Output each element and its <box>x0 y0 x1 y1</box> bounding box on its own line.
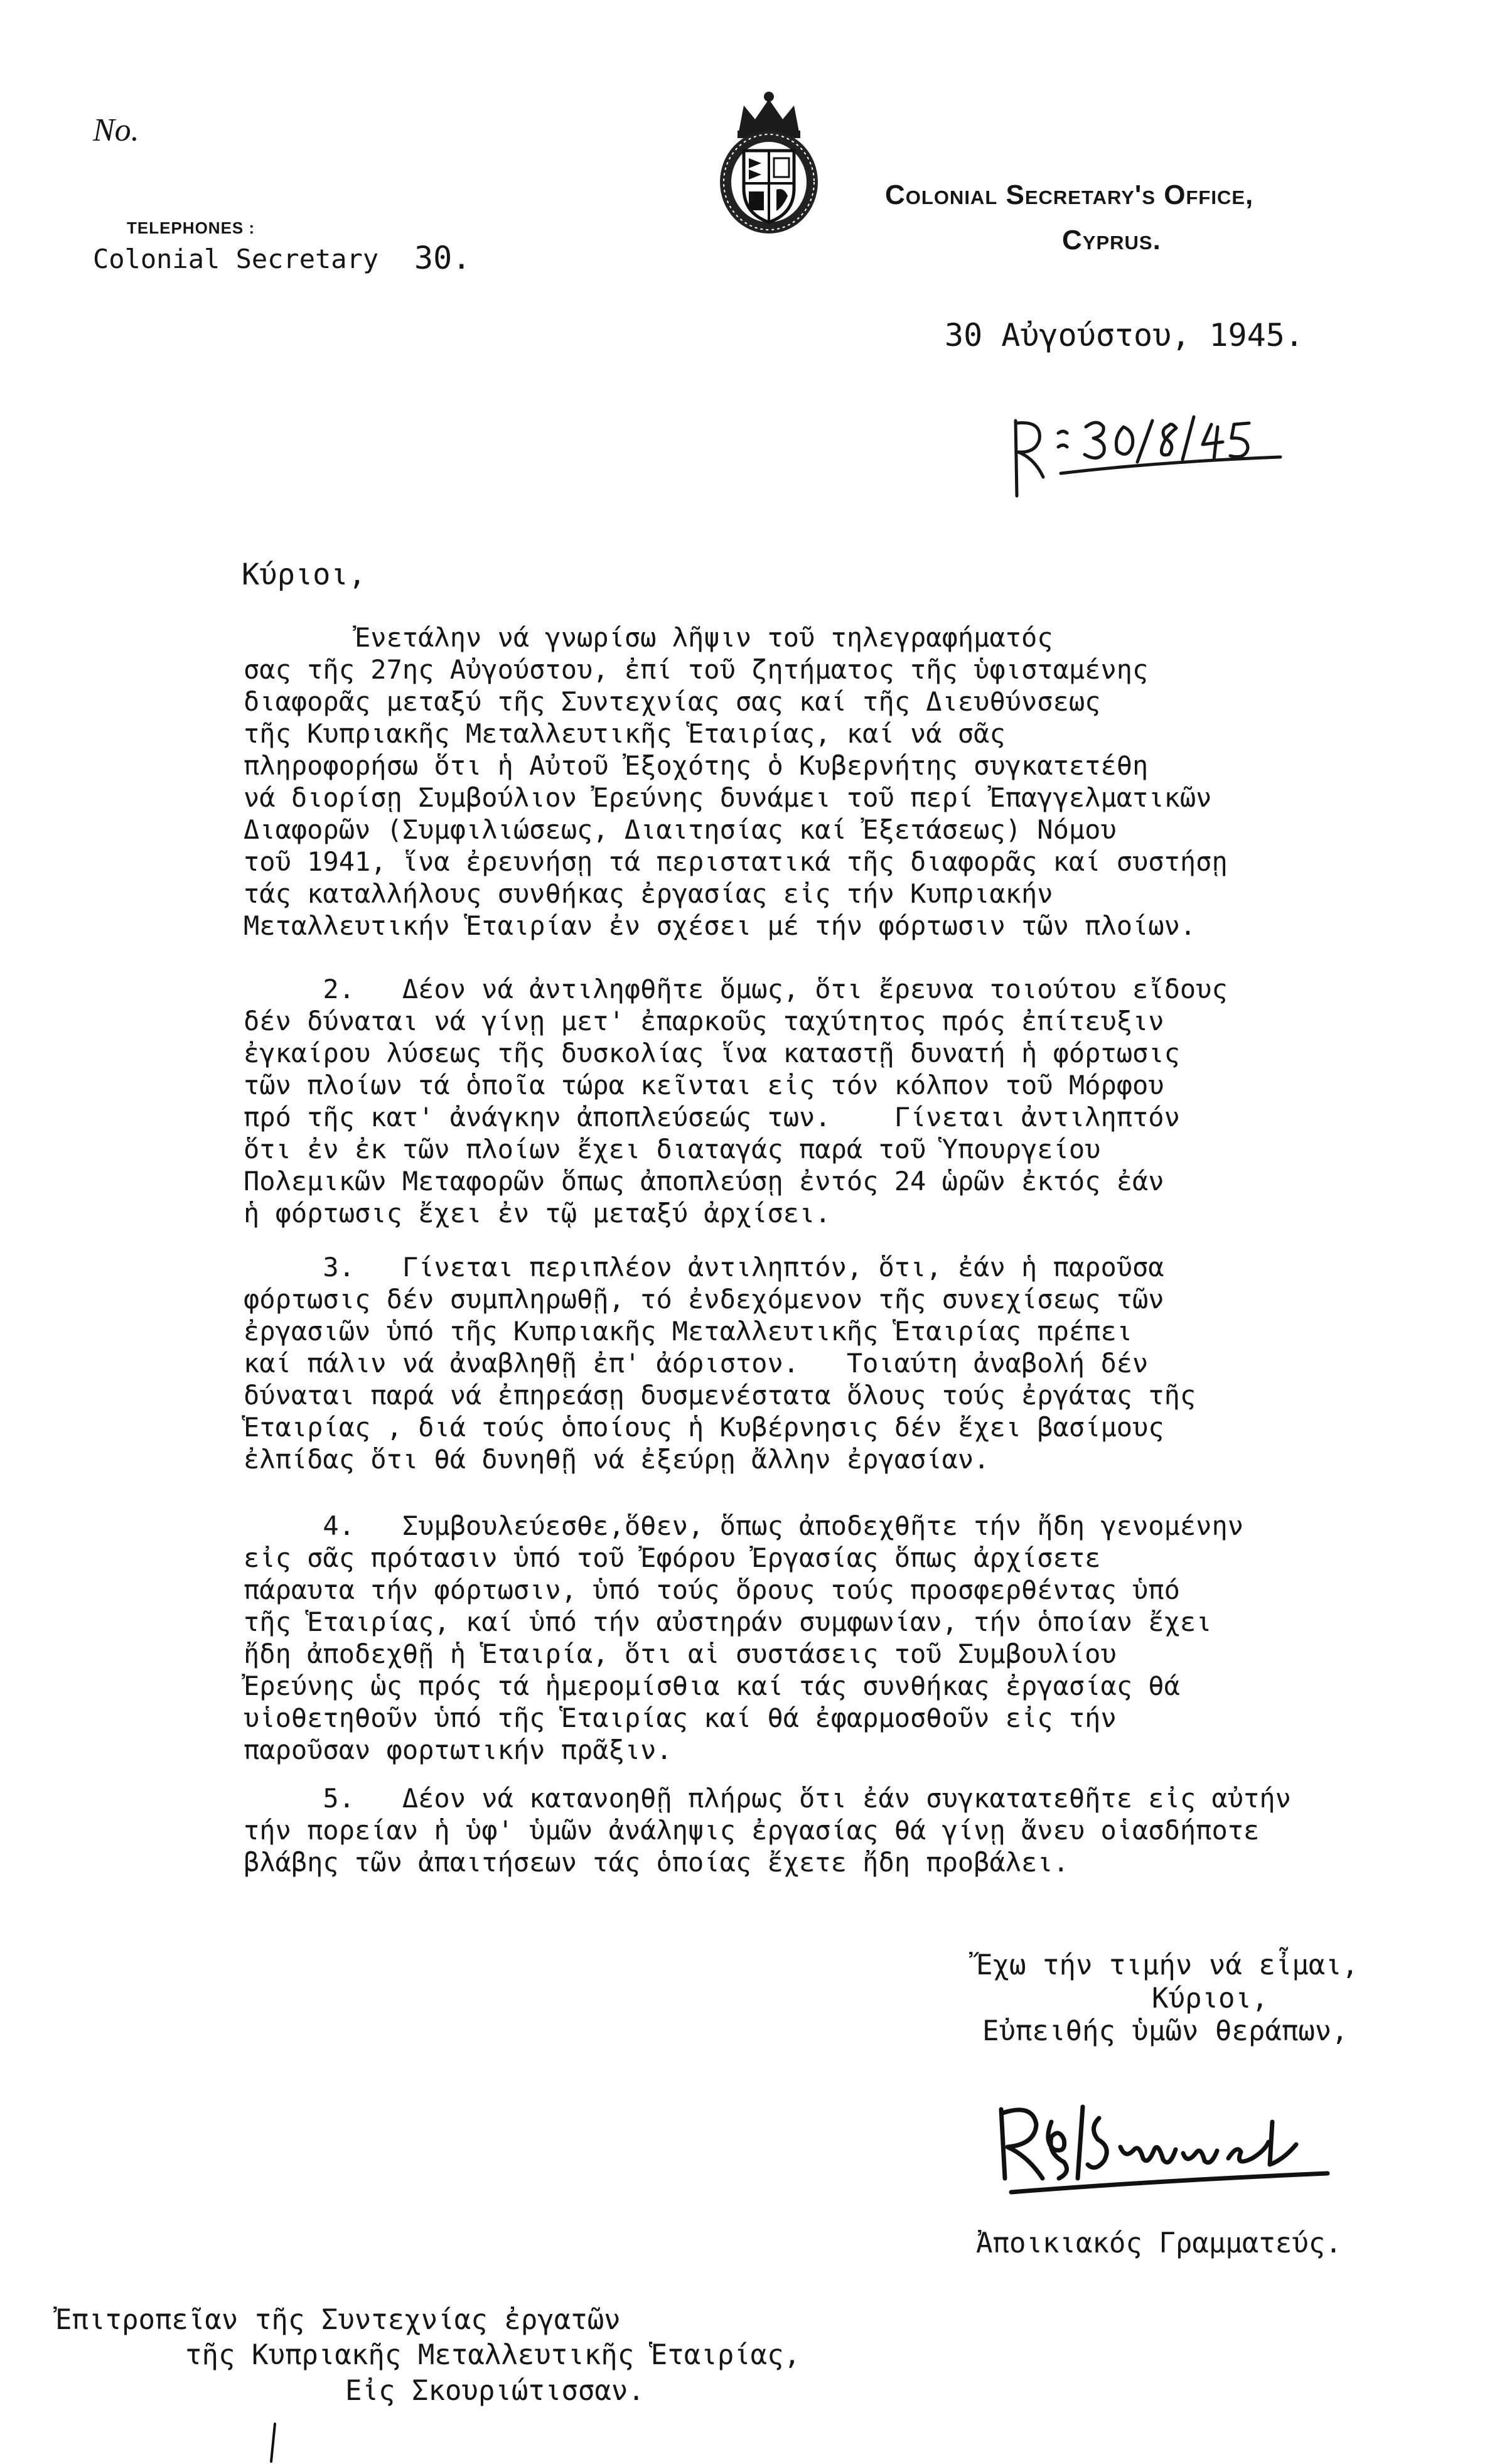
handwritten-signature <box>989 2084 1353 2222</box>
paragraph-line: Ἑταιρίας , διά τούς ὁποίους ἡ Κυβέρνησις δέν ἔχει βασίμους <box>244 1412 1164 1443</box>
telephones-label: TELEPHONES : <box>127 218 255 237</box>
paragraph-4 <box>244 1510 1424 1766</box>
closing-line-3: Εὐπειθής ὑμῶν θεράπων, <box>982 2015 1348 2047</box>
telephone-number: 30. <box>414 240 471 276</box>
royal-coat-of-arms-icon <box>700 88 838 239</box>
signer-title: Ἀποικιακός Γραμματεύς. <box>976 2227 1342 2259</box>
paragraph-line: διαφορᾶς μεταξύ τῆς Συντεχνίας σας καί τῆς Διευθύνσεως <box>244 686 1101 717</box>
paragraph-line: 2. Δέον νά ἀντιληφθῆτε ὅμως, ὅτι ἔρευνα τοιούτου εἴδους <box>244 974 1228 1004</box>
office-place: Cyprus. <box>1062 225 1161 256</box>
paragraph-line: Μεταλλευτικήν Ἑταιρίαν ἐν σχέσει μέ τήν φόρτωσιν τῶν πλοίων. <box>244 910 1196 941</box>
telephone-name: Colonial Secretary <box>93 244 379 274</box>
paragraph-line: τοῦ 1941, ἵνα ἐρευνήσῃ τά περιστατικά τῆς διαφορᾶς καί συστήσῃ <box>244 846 1228 877</box>
paragraph-line: Ἐνετάλην νά γνωρίσω λῆψιν τοῦ τηλεγραφήματός <box>244 622 1053 653</box>
paragraph-line: παροῦσαν φορτωτικήν πρᾶξιν. <box>244 1735 672 1765</box>
paragraph-line: βλάβης τῶν ἀπαιτήσεων τάς ὁποίας ἔχετε ἤδη προβάλει. <box>244 1847 1069 1878</box>
paragraph-line: τῶν πλοίων τά ὁποῖα τώρα κεῖνται εἰς τόν κόλπον τοῦ Μόρφου <box>244 1070 1164 1100</box>
office-title: Colonial Secretary's Office, <box>885 180 1254 210</box>
paragraph-2 <box>244 973 1424 1229</box>
paragraph-line: τάς καταλλήλους συνθήκας ἐργασίας εἰς τήν Κυπριακήν <box>244 878 1053 909</box>
paragraph-line: 3. Γίνεται περιπλέον ἀντιληπτόν, ὅτι, ἐάν ἡ παροῦσα <box>244 1252 1164 1283</box>
paragraph-line: ἡ φόρτωσις ἔχει ἐν τῷ μεταξύ ἀρχίσει. <box>244 1198 831 1229</box>
paragraph-line: δέν δύναται νά γίνῃ μετ' ἐπαρκοῦς ταχύτητος πρός ἐπίτευξιν <box>244 1006 1164 1036</box>
pen-mark <box>264 2420 282 2464</box>
recipient-line-1: Ἐπιτροπεῖαν τῆς Συντεχνίας ἐργατῶν <box>55 2304 621 2336</box>
paragraph-line: εἰς σᾶς πρότασιν ὑπό τοῦ Ἐφόρου Ἐργασίας ὅπως ἀρχίσετε <box>244 1542 1101 1573</box>
recipient-line-3: Εἰς Σκουριώτισσαν. <box>345 2375 645 2407</box>
paragraph-line: υἱοθετηθοῦν ὑπό τῆς Ἑταιρίας καί θά ἐφαρμοσθοῦν εἰς τήν <box>244 1703 1117 1733</box>
recipient-line-2: τῆς Κυπριακῆς Μεταλλευτικῆς Ἑταιρίας, <box>185 2339 801 2371</box>
paragraph-3 <box>244 1251 1424 1475</box>
paragraph-line: ὅτι ἐν ἐκ τῶν πλοίων ἔχει διαταγάς παρά τοῦ Ὑπουργείου <box>244 1134 1101 1165</box>
closing-line-2: Κύριοι, <box>1152 1982 1269 2015</box>
paragraph-line: ἐλπίδας ὅτι θά δυνηθῇ νά ἐξεύρῃ ἄλλην ἐργασίαν. <box>244 1444 990 1475</box>
paragraph-5 <box>244 1782 1424 1878</box>
document-number-label: No. <box>93 112 139 148</box>
paragraph-line: τῆς Ἑταιρίας, καί ὑπό τήν αὐστηράν συμφωνίαν, τήν ὁποίαν ἔχει <box>244 1606 1212 1637</box>
paragraph-line: Πολεμικῶν Μεταφορῶν ὅπως ἀποπλεύσῃ ἐντός 24 ὡρῶν ἐκτός ἐάν <box>244 1166 1164 1197</box>
paragraph-line: πάραυτα τήν φόρτωσιν, ὑπό τούς ὅρους τούς προσφερθέντας ὑπό <box>244 1574 1180 1605</box>
paragraph-line: νά διορίσῃ Συμβούλιον Ἐρεύνης δυνάμει τοῦ περί Ἐπαγγελματικῶν <box>244 782 1212 813</box>
paragraph-line: 4. Συμβουλεύεσθε,ὅθεν, ὅπως ἀποδεχθῆτε τήν ἤδη γενομένην <box>244 1510 1244 1541</box>
paragraph-line: ἤδη ἀποδεχθῇ ἡ Ἑταιρία, ὅτι αἱ συστάσεις τοῦ Συμβουλίου <box>244 1638 1117 1669</box>
salutation: Κύριοι, <box>242 557 367 592</box>
paragraph-line: 5. Δέον νά κατανοηθῇ πλήρως ὅτι ἐάν συγκατατεθῆτε εἰς αὐτήν <box>244 1783 1291 1814</box>
paragraph-line: πληροφορήσω ὅτι ἡ Αὐτοῦ Ἐξοχότης ὁ Κυβερνήτης συγκατετέθη <box>244 750 1149 781</box>
paragraph-line: Ἐρεύνης ὡς πρός τά ἡμερομίσθια καί τάς συνθήκας ἐργασίας θά <box>244 1670 1180 1701</box>
paragraph-line: πρό τῆς κατ' ἀνάγκην ἀποπλεύσεώς των. Γίνεται ἀντιληπτόν <box>244 1102 1180 1132</box>
paragraph-line: Διαφορῶν (Συμφιλιώσεως, Διαιτησίας καί Ἐξετάσεως) Νόμου <box>244 814 1117 845</box>
paragraph-line: φόρτωσις δέν συμπληρωθῇ, τό ἐνδεχόμενον τῆς συνεχίσεως τῶν <box>244 1284 1164 1315</box>
paragraph-line: δύναται παρά νά ἐπηρεάσῃ δυσμενέστατα ὅλους τούς ἐργάτας τῆς <box>244 1380 1196 1411</box>
paragraph-1 <box>244 621 1424 942</box>
paragraph-line: ἐγκαίρου λύσεως τῆς δυσκολίας ἵνα καταστῇ δυνατή ἡ φόρτωσις <box>244 1038 1180 1068</box>
closing-line-1: Ἔχω τήν τιμήν νά εἶμαι, <box>976 1949 1359 1981</box>
paragraph-line: τήν πορείαν ἡ ὑφ' ὑμῶν ἀνάληψις ἐργασίας θά γίνῃ ἄνευ οἱασδήποτε <box>244 1815 1260 1846</box>
handwritten-reference <box>998 377 1293 515</box>
paragraph-line: καί πάλιν νά ἀναβληθῇ ἐπ' ἀόριστον. Τοιαύτη ἀναβολή δέν <box>244 1348 1149 1379</box>
paragraph-line: σας τῆς 27ης Αὐγούστου, ἐπί τοῦ ζητήματος τῆς ὑφισταμένης <box>244 654 1149 685</box>
paragraph-line: ἐργασιῶν ὑπό τῆς Κυπριακῆς Μεταλλευτικῆς Ἑταιρίας πρέπει <box>244 1316 1133 1347</box>
letter-date: 30 Αὐγούστου, 1945. <box>945 317 1304 353</box>
paragraph-line: τῆς Κυπριακῆς Μεταλλευτικῆς Ἑταιρίας, καί νά σᾶς <box>244 718 1006 749</box>
